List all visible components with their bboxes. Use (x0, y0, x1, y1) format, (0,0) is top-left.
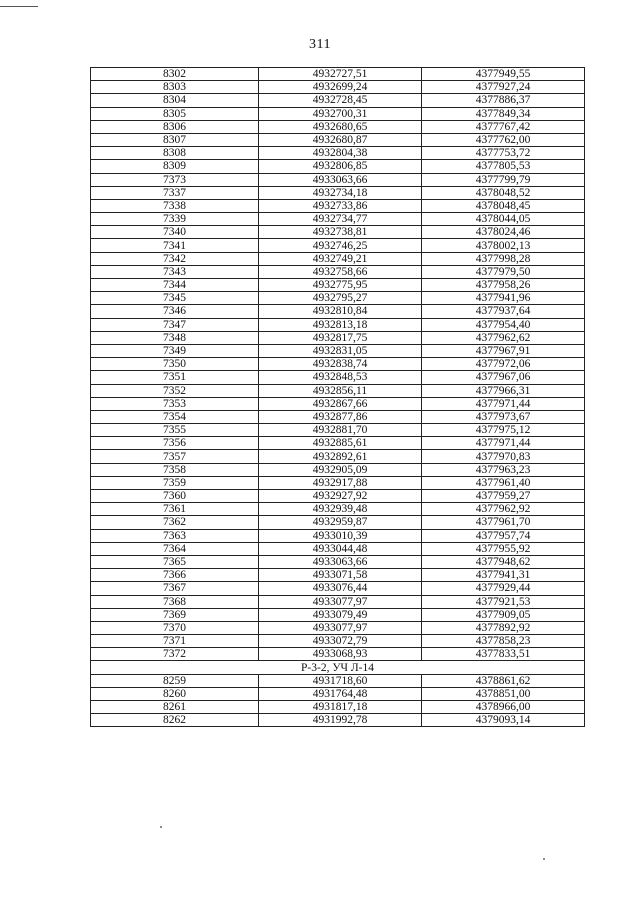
point-number-cell: 8305 (91, 107, 259, 120)
point-number-cell: 7353 (91, 397, 259, 410)
point-number-cell: 7362 (91, 516, 259, 529)
x-coordinate-cell: 4932775,95 (259, 279, 422, 292)
table-row (91, 674, 585, 687)
x-coordinate-cell: 4933068,93 (259, 648, 422, 661)
y-coordinate-cell: 4377962,92 (422, 503, 585, 516)
x-coordinate-cell: 4932680,87 (259, 133, 422, 146)
table-row (91, 94, 585, 107)
point-number-cell: 7344 (91, 279, 259, 292)
point-number-cell: 7371 (91, 635, 259, 648)
point-number-cell: 7367 (91, 582, 259, 595)
x-coordinate-cell: 4932831,05 (259, 344, 422, 357)
table-row (91, 635, 585, 648)
point-number-cell: 7372 (91, 648, 259, 661)
y-coordinate-cell: 4377941,96 (422, 292, 585, 305)
x-coordinate-cell: 4932917,88 (259, 476, 422, 489)
point-number-cell: 7373 (91, 173, 259, 186)
x-coordinate-cell: 4933076,44 (259, 582, 422, 595)
table-row (91, 279, 585, 292)
x-coordinate-cell: 4932727,51 (259, 68, 422, 81)
table-row (91, 621, 585, 634)
point-number-cell: 7348 (91, 331, 259, 344)
x-coordinate-cell: 4933063,66 (259, 555, 422, 568)
x-coordinate-cell: 4932881,70 (259, 424, 422, 437)
x-coordinate-cell: 4932892,61 (259, 450, 422, 463)
y-coordinate-cell: 4377967,91 (422, 344, 585, 357)
table-row (91, 213, 585, 226)
table-row (91, 714, 585, 727)
table-row (91, 305, 585, 318)
point-number-cell: 7361 (91, 503, 259, 516)
x-coordinate-cell: 4933063,66 (259, 173, 422, 186)
point-number-cell: 7350 (91, 358, 259, 371)
point-number-cell: 7366 (91, 569, 259, 582)
point-number-cell: 8304 (91, 94, 259, 107)
x-coordinate-cell: 4932734,18 (259, 186, 422, 199)
x-coordinate-cell: 4932877,86 (259, 410, 422, 423)
point-number-cell: 7351 (91, 371, 259, 384)
y-coordinate-cell: 4377962,62 (422, 331, 585, 344)
table-row (91, 490, 585, 503)
y-coordinate-cell: 4378861,62 (422, 674, 585, 687)
x-coordinate-cell: 4932733,86 (259, 199, 422, 212)
point-number-cell: 7363 (91, 529, 259, 542)
point-number-cell: 7369 (91, 608, 259, 621)
point-number-cell: 7355 (91, 424, 259, 437)
table-row (91, 555, 585, 568)
table-row (91, 318, 585, 331)
x-coordinate-cell: 4932848,53 (259, 371, 422, 384)
point-number-cell: 7337 (91, 186, 259, 199)
point-number-cell: 7349 (91, 344, 259, 357)
x-coordinate-cell: 4931764,48 (259, 687, 422, 700)
y-coordinate-cell: 4377892,92 (422, 621, 585, 634)
y-coordinate-cell: 4377927,24 (422, 81, 585, 94)
table-row (91, 569, 585, 582)
table-row (91, 371, 585, 384)
x-coordinate-cell: 4933079,49 (259, 608, 422, 621)
x-coordinate-cell: 4933071,58 (259, 569, 422, 582)
y-coordinate-cell: 4377979,50 (422, 265, 585, 278)
table-row (91, 344, 585, 357)
table-row (91, 595, 585, 608)
point-number-cell: 8261 (91, 701, 259, 714)
x-coordinate-cell: 4933077,97 (259, 621, 422, 634)
table-row (91, 133, 585, 146)
table-row (91, 410, 585, 423)
point-number-cell: 8302 (91, 68, 259, 81)
y-coordinate-cell: 4377966,31 (422, 384, 585, 397)
point-number-cell: 7340 (91, 226, 259, 239)
table-row (91, 226, 585, 239)
point-number-cell: 8260 (91, 687, 259, 700)
y-coordinate-cell: 4377972,06 (422, 358, 585, 371)
table-row (91, 687, 585, 700)
x-coordinate-cell: 4931992,78 (259, 714, 422, 727)
x-coordinate-cell: 4932885,61 (259, 437, 422, 450)
point-number-cell: 7352 (91, 384, 259, 397)
y-coordinate-cell: 4377949,55 (422, 68, 585, 81)
x-coordinate-cell: 4932804,38 (259, 147, 422, 160)
y-coordinate-cell: 4377967,06 (422, 371, 585, 384)
point-number-cell: 7347 (91, 318, 259, 331)
y-coordinate-cell: 4378002,13 (422, 239, 585, 252)
x-coordinate-cell: 4933077,97 (259, 595, 422, 608)
x-coordinate-cell: 4931817,18 (259, 701, 422, 714)
point-number-cell: 7342 (91, 252, 259, 265)
table-row (91, 529, 585, 542)
point-number-cell: 8307 (91, 133, 259, 146)
point-number-cell: 8262 (91, 714, 259, 727)
scan-corner-mark (0, 6, 38, 7)
y-coordinate-cell: 4377767,42 (422, 120, 585, 133)
page-number: 311 (309, 37, 331, 52)
table-row (91, 358, 585, 371)
point-number-cell: 8306 (91, 120, 259, 133)
y-coordinate-cell: 4377958,26 (422, 279, 585, 292)
x-coordinate-cell: 4933044,48 (259, 542, 422, 555)
x-coordinate-cell: 4932939,48 (259, 503, 422, 516)
table-row (91, 331, 585, 344)
point-number-cell: 7346 (91, 305, 259, 318)
x-coordinate-cell: 4932813,18 (259, 318, 422, 331)
y-coordinate-cell: 4377998,28 (422, 252, 585, 265)
y-coordinate-cell: 4377937,64 (422, 305, 585, 318)
scan-speck (160, 826, 162, 828)
point-number-cell: 7364 (91, 542, 259, 555)
table-row (91, 582, 585, 595)
table-row (91, 701, 585, 714)
y-coordinate-cell: 4377971,44 (422, 437, 585, 450)
x-coordinate-cell: 4932817,75 (259, 331, 422, 344)
point-number-cell: 7360 (91, 490, 259, 503)
x-coordinate-cell: 4932749,21 (259, 252, 422, 265)
table-row (91, 503, 585, 516)
y-coordinate-cell: 4377941,31 (422, 569, 585, 582)
y-coordinate-cell: 4377963,23 (422, 463, 585, 476)
point-number-cell: 7356 (91, 437, 259, 450)
section-header-row (91, 661, 585, 674)
y-coordinate-cell: 4377959,27 (422, 490, 585, 503)
point-number-cell: 7345 (91, 292, 259, 305)
y-coordinate-cell: 4377833,51 (422, 648, 585, 661)
y-coordinate-cell: 4377753,72 (422, 147, 585, 160)
table-row (91, 384, 585, 397)
y-coordinate-cell: 4377973,67 (422, 410, 585, 423)
table-row (91, 107, 585, 120)
section-title: Р-3-2, УЧ Л-14 (91, 661, 585, 674)
y-coordinate-cell: 4377886,37 (422, 94, 585, 107)
point-number-cell: 8259 (91, 674, 259, 687)
x-coordinate-cell: 4932746,25 (259, 239, 422, 252)
y-coordinate-cell: 4377805,53 (422, 160, 585, 173)
x-coordinate-cell: 4932699,24 (259, 81, 422, 94)
table-row (91, 199, 585, 212)
y-coordinate-cell: 4378044,05 (422, 213, 585, 226)
point-number-cell: 7338 (91, 199, 259, 212)
x-coordinate-cell: 4932905,09 (259, 463, 422, 476)
y-coordinate-cell: 4377971,44 (422, 397, 585, 410)
y-coordinate-cell: 4378048,45 (422, 199, 585, 212)
x-coordinate-cell: 4932758,66 (259, 265, 422, 278)
table-row (91, 516, 585, 529)
y-coordinate-cell: 4377799,79 (422, 173, 585, 186)
x-coordinate-cell: 4932738,81 (259, 226, 422, 239)
y-coordinate-cell: 4378851,00 (422, 687, 585, 700)
y-coordinate-cell: 4377961,70 (422, 516, 585, 529)
table-row (91, 292, 585, 305)
table-row (91, 608, 585, 621)
point-number-cell: 8308 (91, 147, 259, 160)
y-coordinate-cell: 4377909,05 (422, 608, 585, 621)
x-coordinate-cell: 4932856,11 (259, 384, 422, 397)
point-number-cell: 7358 (91, 463, 259, 476)
y-coordinate-cell: 4377954,40 (422, 318, 585, 331)
table-row (91, 437, 585, 450)
point-number-cell: 8309 (91, 160, 259, 173)
point-number-cell: 7339 (91, 213, 259, 226)
x-coordinate-cell: 4932795,27 (259, 292, 422, 305)
x-coordinate-cell: 4932806,85 (259, 160, 422, 173)
table-row (91, 147, 585, 160)
table-row (91, 68, 585, 81)
table-row (91, 542, 585, 555)
y-coordinate-cell: 4378966,00 (422, 701, 585, 714)
y-coordinate-cell: 4378048,52 (422, 186, 585, 199)
table-row (91, 424, 585, 437)
table-row (91, 173, 585, 186)
x-coordinate-cell: 4933010,39 (259, 529, 422, 542)
table-row (91, 239, 585, 252)
y-coordinate-cell: 4377921,53 (422, 595, 585, 608)
y-coordinate-cell: 4377762,00 (422, 133, 585, 146)
y-coordinate-cell: 4377975,12 (422, 424, 585, 437)
y-coordinate-cell: 4377858,23 (422, 635, 585, 648)
point-number-cell: 7370 (91, 621, 259, 634)
y-coordinate-cell: 4377955,92 (422, 542, 585, 555)
x-coordinate-cell: 4932700,31 (259, 107, 422, 120)
y-coordinate-cell: 4377948,62 (422, 555, 585, 568)
point-number-cell: 7354 (91, 410, 259, 423)
x-coordinate-cell: 4933072,79 (259, 635, 422, 648)
y-coordinate-cell: 4378024,46 (422, 226, 585, 239)
x-coordinate-cell: 4932927,92 (259, 490, 422, 503)
point-number-cell: 7357 (91, 450, 259, 463)
table-row (91, 476, 585, 489)
table-row (91, 450, 585, 463)
x-coordinate-cell: 4931718,60 (259, 674, 422, 687)
point-number-cell: 7368 (91, 595, 259, 608)
point-number-cell: 7341 (91, 239, 259, 252)
x-coordinate-cell: 4932734,77 (259, 213, 422, 226)
y-coordinate-cell: 4377961,40 (422, 476, 585, 489)
table-row (91, 397, 585, 410)
point-number-cell: 8303 (91, 81, 259, 94)
x-coordinate-cell: 4932810,84 (259, 305, 422, 318)
y-coordinate-cell: 4377849,34 (422, 107, 585, 120)
point-number-cell: 7343 (91, 265, 259, 278)
y-coordinate-cell: 4379093,14 (422, 714, 585, 727)
y-coordinate-cell: 4377957,74 (422, 529, 585, 542)
point-number-cell: 7359 (91, 476, 259, 489)
scan-speck (543, 858, 545, 860)
y-coordinate-cell: 4377970,83 (422, 450, 585, 463)
x-coordinate-cell: 4932867,66 (259, 397, 422, 410)
table-row (91, 252, 585, 265)
table-row (91, 648, 585, 661)
x-coordinate-cell: 4932680,65 (259, 120, 422, 133)
coordinates-table-body (91, 68, 585, 727)
coordinates-table (90, 67, 585, 727)
table-row (91, 160, 585, 173)
point-number-cell: 7365 (91, 555, 259, 568)
table-row (91, 120, 585, 133)
x-coordinate-cell: 4932728,45 (259, 94, 422, 107)
x-coordinate-cell: 4932959,87 (259, 516, 422, 529)
table-row (91, 81, 585, 94)
table-row (91, 186, 585, 199)
x-coordinate-cell: 4932838,74 (259, 358, 422, 371)
table-row (91, 265, 585, 278)
table-row (91, 463, 585, 476)
y-coordinate-cell: 4377929,44 (422, 582, 585, 595)
